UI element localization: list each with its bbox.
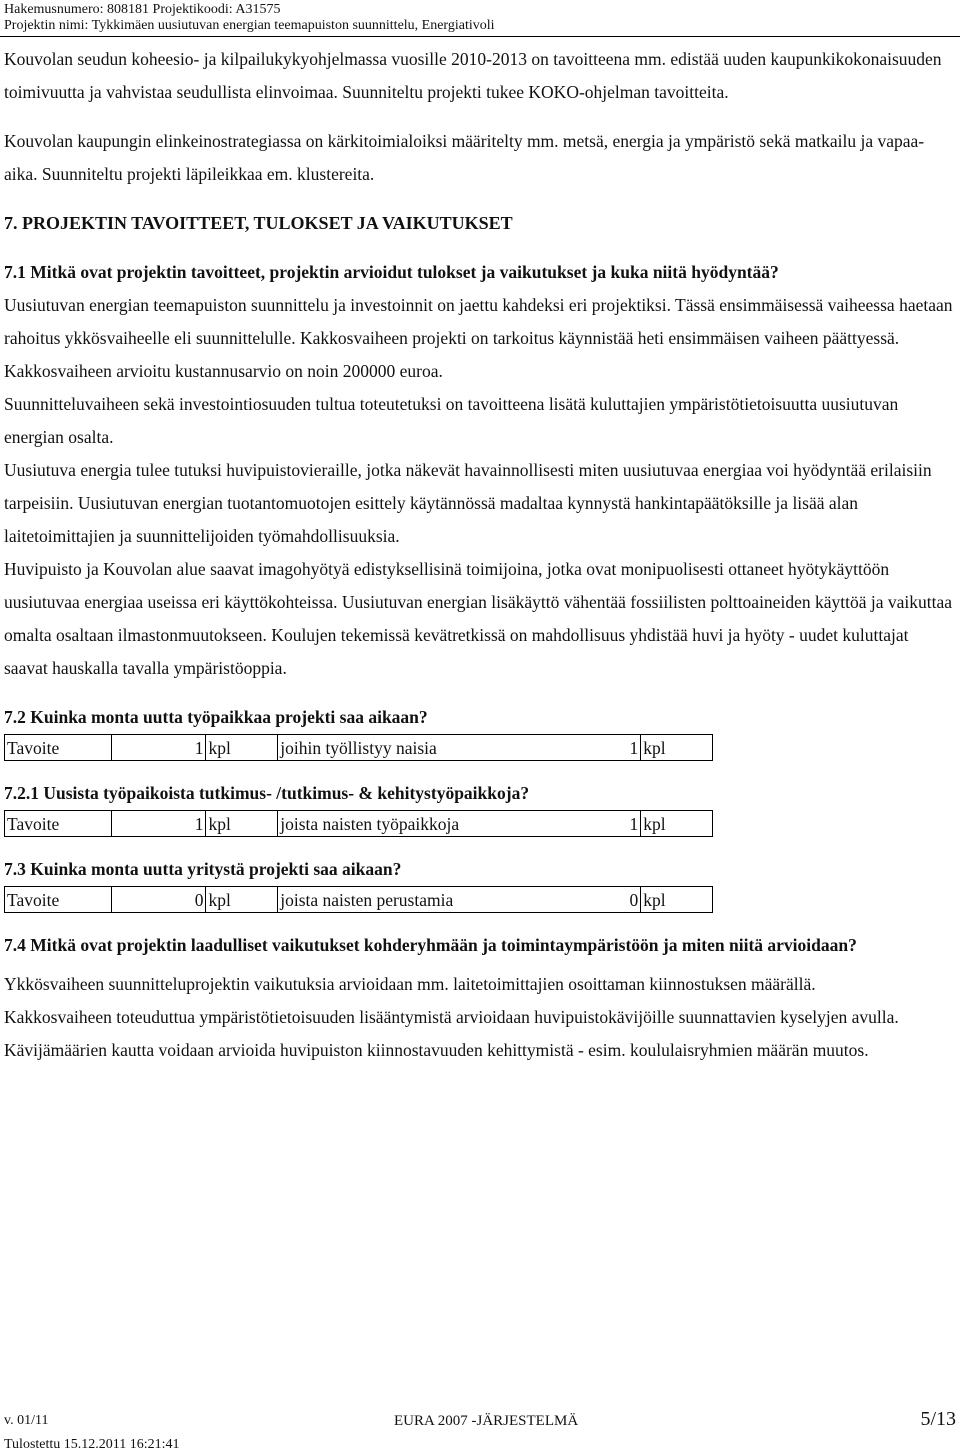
women-jobs-label: joihin työllistyy naisia [280,738,437,758]
document-header [4,2,495,34]
answer-7-4-paragraph-2: Kakkosvaiheen toteuduttua ympäristötietoisuuden lisääntymistä arvioidaan huvipuistokävijöille suunnattavien kyselyjen avulla. Kävijämäärien kautta voidaan arvioida huvipuiston kiinnostavuuden kehittymistä - esim. koululaisryhmien määrän muutos. [4,1007,899,1060]
form-version: v. 01/11 [4,1413,49,1428]
target-label: Tavoite [5,735,112,760]
question-7-2-1: 7.2.1 Uusista työpaikoista tutkimus- /tutkimus- & kehitystyöpaikkoja? [4,783,530,803]
women-founded-value: 0 [629,890,639,910]
women-founded-cell [278,887,641,912]
research-jobs-target-value: 1 [112,811,207,836]
unit-label: kpl [206,811,278,836]
section-7-title: 7. PROJEKTIN TAVOITTEET, TULOKSET JA VAIKUTUKSET [4,213,513,233]
unit-label: kpl [206,887,278,912]
question-7-4: 7.4 Mitkä ovat projektin laadulliset vaikutukset kohderyhmään ja toimintaympäristöön ja miten niitä arvioidaan? [4,935,857,955]
research-jobs-target-row [4,810,713,837]
unit-label: kpl [206,735,278,760]
printed-timestamp: Tulostettu 15.12.2011 16:21:41 [4,1437,180,1452]
answer-7-1-paragraph-3: Uusiutuva energia tulee tutuksi huvipuistovieraille, jotka näkevät havainnollisesti miten uusiutuvaa energiaa voi hyödyntää erilaisiin tarpeisiin. Uusiutuvan energian tuotantomuotojen esittely käytännössä madaltaa kynnystä hankintapäätöksille ja lisää alan laitetoimittajien ja suunnittelijoiden työmahdollisuuksia. [4,460,932,546]
companies-target-value: 0 [112,887,207,912]
target-label: Tavoite [5,887,112,912]
target-label: Tavoite [5,811,112,836]
page-number: 5/13 [920,1408,956,1430]
intro-paragraph-1: Kouvolan seudun koheesio- ja kilpailukykyohjelmassa vuosille 2010-2013 on tavoitteena mm. edistää uuden kaupunkikokonaisuuden toimivuutta ja vahvistaa seudullista elinvoimaa. Suunniteltu projekti tukee KOKO-ohjelman tavoitteita. [4,49,942,102]
unit-label: kpl [643,814,666,834]
answer-7-1-paragraph-1: Uusiutuvan energian teemapuiston suunnittelu ja investoinnit on jaettu kahdeksi eri projektiksi. Tässä ensimmäisessä vaiheessa haetaan rahoitus ykkösvaiheelle eli suunnittelulle. Kakkosvaiheen projekti on tarkoitus käynnistää heti ensimmäisen vaiheen päättyessä. Kakkosvaiheen arvioitu kustannusarvio on noin 200000 euroa. [4,295,953,381]
answer-7-4-paragraph-1: Ykkösvaiheen suunnitteluprojektin vaikutuksia arvioidaan mm. laitetoimittajien osoittaman kiinnostuksen määrällä. [4,974,816,994]
application-code-line: Hakemusnumero: 808181 Projektikoodi: A31575 [4,2,281,17]
question-7-3: 7.3 Kuinka monta uutta yritystä projekti saa aikaan? [4,859,402,879]
system-name: EURA 2007 -JÄRJESTELMÄ [394,1413,579,1429]
women-jobs-cell [278,735,641,760]
unit-label: kpl [643,890,666,910]
question-7-1: 7.1 Mitkä ovat projektin tavoitteet, projektin arvioidut tulokset ja vaikutukset ja kuka niitä hyödyntää? [4,262,779,282]
answer-7-1-paragraph-2: Suunnitteluvaiheen sekä investointiosuuden tultua toteutetuksi on tavoitteena lisätä kuluttajien ympäristötietoisuutta uusiutuvan energian osalta. [4,394,899,447]
women-founded-label: joista naisten perustamia [280,890,454,910]
header-divider [0,36,960,37]
companies-target-row [4,886,713,913]
women-research-jobs-value: 1 [629,814,639,834]
jobs-target-row [4,734,713,761]
unit-label: kpl [643,738,666,758]
jobs-target-value: 1 [112,735,207,760]
project-name-line: Projektin nimi: Tykkimäen uusiutuvan energian teemapuiston suunnittelu, Energiativoli [4,18,495,33]
women-jobs-value: 1 [629,738,639,758]
women-research-jobs-cell [278,811,641,836]
question-7-2: 7.2 Kuinka monta uutta työpaikkaa projekti saa aikaan? [4,707,428,727]
document-body [4,43,956,1067]
women-research-jobs-label: joista naisten työpaikkoja [280,814,460,834]
intro-paragraph-2: Kouvolan kaupungin elinkeinostrategiassa on kärkitoimialoiksi määritelty mm. metsä, energia ja ympäristö sekä matkailu ja vapaa-aika. Suunniteltu projekti läpileikkaa em. klustereita. [4,131,925,184]
answer-7-1-paragraph-4: Huvipuisto ja Kouvolan alue saavat imagohyötyä edistyksellisinä toimijoina, jotka ovat monipuolisesti ottaneet hyötykäyttöön uusiutuvaa energiaa useissa eri käyttökohteissa. Uusiutuvan energian lisäkäyttö vähentää fossiilisten polttoaineiden käyttöä ja vaikuttaa omalta osaltaan ilmastonmuutokseen. Koulujen tekemissä kevätretkissä on mahdollisuus yhdistää huvi ja hyöty - uudet kuluttajat saavat hauskalla tavalla ympäristöoppia. [4,559,952,678]
